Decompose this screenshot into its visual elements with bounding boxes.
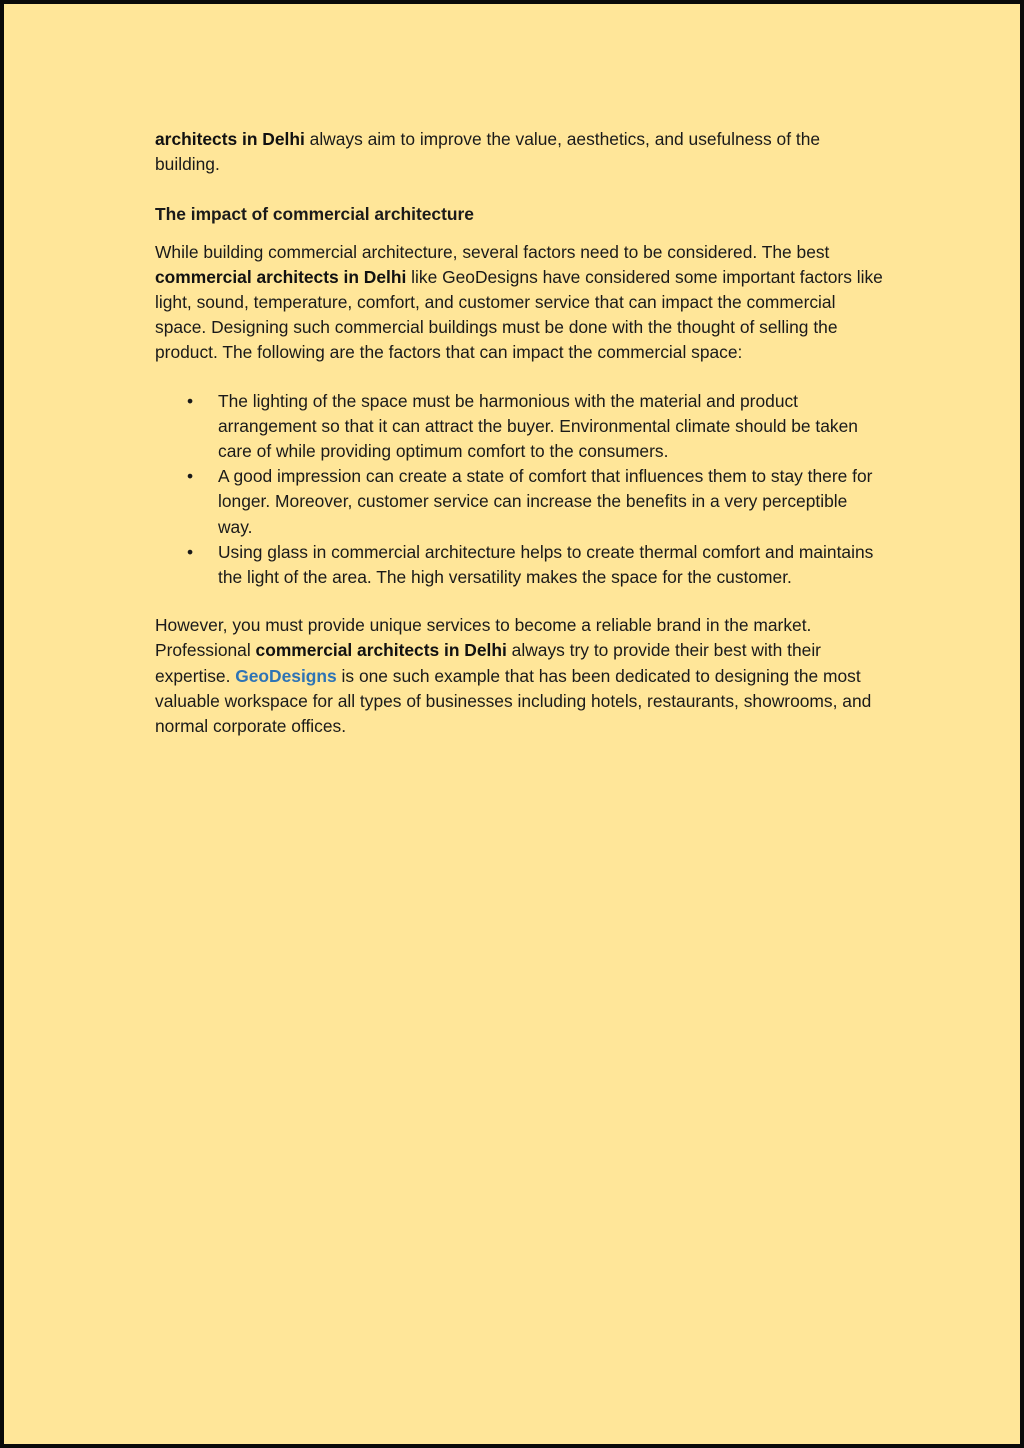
closing-text-end: is one such example that has been dedicated to designing the most valuable workspace for all types of businesses including hotels, restaurants, showrooms, and normal corporate offices. bbox=[155, 665, 872, 737]
list-item-text: The lighting of the space must be harmonious with the material and product arrangement so that it can attract the buyer. Environmental climate should be taken care of while providing optimum comfort to the consumers. bbox=[218, 390, 858, 462]
closing-text-middle: always try to provide their best with their expertise. bbox=[155, 640, 821, 686]
intro-text: always aim to improve the value, aesthetics, and usefulness of the building. bbox=[155, 129, 821, 175]
bullet-marker: • bbox=[187, 541, 194, 562]
list-item bbox=[155, 464, 885, 540]
intro-paragraph bbox=[155, 127, 885, 177]
bullet-marker: • bbox=[187, 466, 194, 487]
document-body bbox=[155, 127, 885, 739]
factors-text-start: While building commercial architecture, several factors need to be considered. The best bbox=[155, 241, 830, 262]
list-item bbox=[155, 389, 885, 465]
list-item bbox=[155, 540, 885, 590]
closing-bold-keyword: commercial architects in Delhi bbox=[255, 640, 507, 661]
list-item-text: A good impression can create a state of comfort that influences them to stay there for longer. Moreover, customer service can increase the benefits in a very perceptible way. bbox=[218, 466, 873, 537]
geodesigns-link[interactable]: GeoDesigns bbox=[235, 665, 337, 686]
factors-bullet-list bbox=[155, 389, 885, 591]
section-heading: The impact of commercial architecture bbox=[155, 204, 474, 225]
bullet-marker: • bbox=[187, 390, 194, 411]
list-item-text: Using glass in commercial architecture helps to create thermal comfort and maintains the light of the area. The high versatility makes the space for the customer. bbox=[218, 541, 874, 588]
factors-paragraph bbox=[155, 240, 885, 366]
factors-text-end: like GeoDesigns have considered some important factors like light, sound, temperature, comfort, and customer service that can impact the commercial space. Designing such commercial buildings must be done with the thought of selling the product. The following are the factors that can impact the commercial space: bbox=[155, 266, 883, 363]
closing-text-start: However, you must provide unique services to become a reliable brand in the market. Professional bbox=[155, 615, 812, 661]
intro-bold-keyword: architects in Delhi bbox=[155, 129, 305, 149]
factors-bold-keyword: commercial architects in Delhi bbox=[155, 266, 407, 287]
closing-paragraph bbox=[155, 613, 885, 739]
